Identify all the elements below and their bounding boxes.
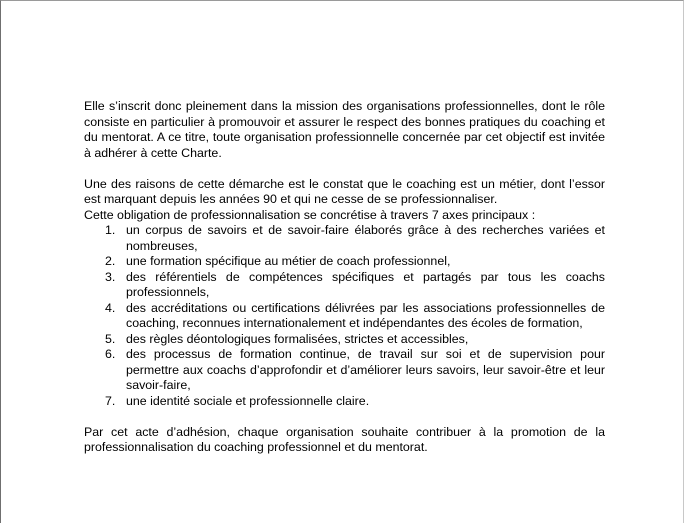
- axes-list: [84, 223, 605, 409]
- list-intro: Cette obligation de professionnalisation se concrétise à travers 7 axes principaux :: [84, 207, 536, 222]
- paragraph-raisons: Une des raisons de cette démarche est le constat que le coaching est un métier, dont l’essor est marquant depuis les années 90 et qui ne cesse de se professionnaliser.: [84, 176, 605, 206]
- list-item: [84, 332, 605, 348]
- list-item-text: des référentiels de compétences spécifiques et partagés par tous les coachs professionnels,: [126, 269, 605, 299]
- paragraph-mission: Elle s’inscrit donc pleinement dans la mission des organisations professionnelles, dont le rôle consiste en particulier à promouvoir et assurer le respect des bonnes pratiques du coaching et du mentorat. A ce titre, toute organisation professionnelle concernée par cet objectif est invitée à adhérer à cette Charte.: [84, 99, 605, 160]
- list-item: [84, 347, 605, 394]
- list-item-text: des règles déontologiques formalisées, strictes et accessibles,: [126, 331, 469, 346]
- list-item-text: un corpus de savoirs et de savoir-faire élaborés grâce à des recherches variées et nombreuses,: [126, 223, 605, 253]
- list-item: [84, 270, 605, 301]
- list-item-number: 7.: [105, 393, 116, 408]
- list-item-number: 2.: [105, 254, 116, 268]
- list-item: [84, 301, 605, 332]
- document-body: [84, 99, 605, 456]
- list-item: [84, 254, 605, 270]
- paragraph-adhesion: Par cet acte d’adhésion, chaque organisation souhaite contribuer à la promotion de la professionnalisation du coaching professionnel et du mentorat.: [84, 424, 605, 454]
- list-item-number: 1.: [105, 223, 116, 237]
- list-item: [84, 223, 605, 254]
- list-item-number: 5.: [105, 331, 116, 346]
- paragraph-spacer: [84, 409, 605, 425]
- list-item-text: des accréditations ou certifications délivrées par les associations professionnelles de coaching, reconnues internationalement et indépendantes des écoles de formation,: [126, 300, 605, 330]
- list-item-number: 4.: [105, 300, 116, 315]
- list-item-text: une identité sociale et professionnelle claire.: [126, 393, 370, 408]
- list-item-number: 3.: [105, 269, 116, 284]
- list-item-text: des processus de formation continue, de travail sur soi et de supervision pour permettre aux coachs d’approfondir et d’améliorer leurs savoirs, leur savoir-être et leur savoir-faire,: [126, 347, 605, 392]
- list-item-number: 6.: [105, 347, 116, 361]
- list-item: [84, 394, 605, 410]
- paragraph-spacer: [84, 161, 605, 177]
- list-item-text: une formation spécifique au métier de coach professionnel,: [126, 254, 451, 268]
